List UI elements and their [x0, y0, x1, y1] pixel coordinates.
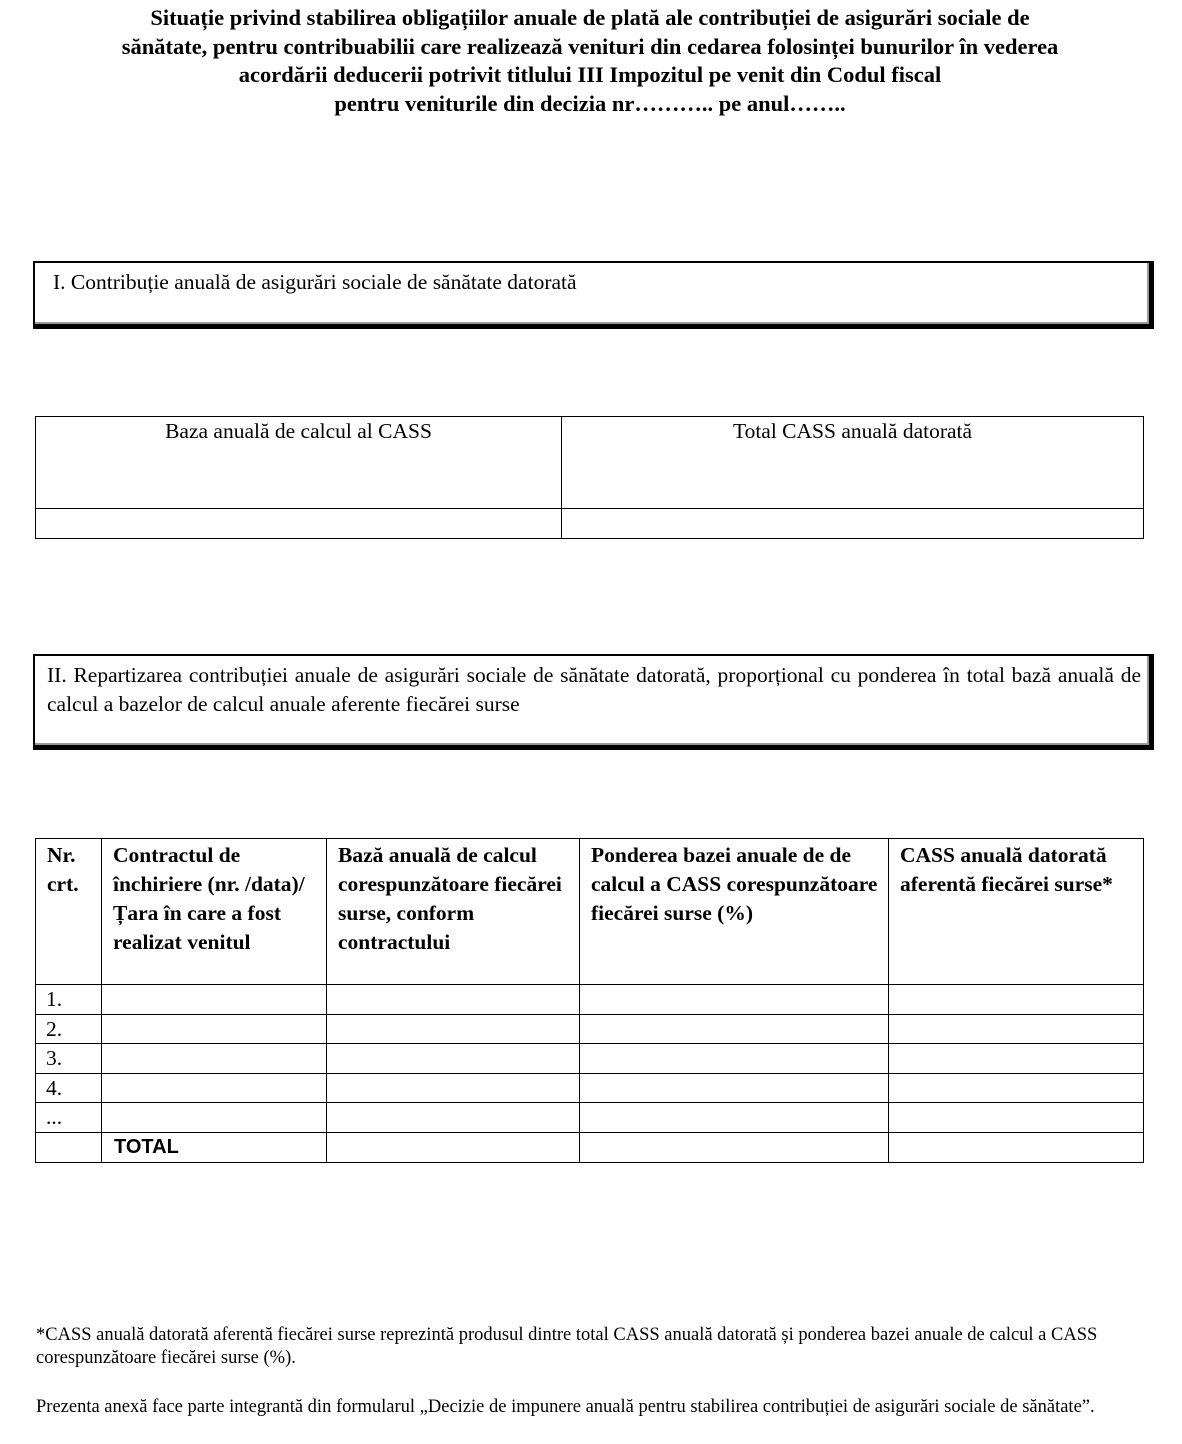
- cell[interactable]: [889, 985, 1144, 1015]
- section-2-heading-box: [33, 654, 1154, 750]
- table-row: [36, 985, 1144, 1015]
- header-cass-sursa: CASS anuală datorată aferentă fiecărei surse*: [889, 839, 1144, 985]
- cell[interactable]: [102, 1103, 327, 1133]
- row-number: 3.: [36, 1044, 102, 1074]
- cell[interactable]: [102, 1073, 327, 1103]
- row-number: 2.: [36, 1014, 102, 1044]
- cell-total-cass-value[interactable]: [562, 509, 1144, 539]
- cell[interactable]: [889, 1073, 1144, 1103]
- cell[interactable]: [327, 985, 580, 1015]
- cell-baza-anuala-value[interactable]: [36, 509, 562, 539]
- cell[interactable]: [102, 985, 327, 1015]
- footnote-annex: Prezenta anexă face parte integrantă din formularul „Decizie de impunere anuală pentru stabilirea contribuției de asigurări sociale de sănătate”.: [36, 1397, 1095, 1417]
- title-line-2: sănătate, pentru contribuabilii care realizează venituri din cedarea folosinței bunurilor în vederea: [121, 33, 1059, 59]
- header-pondere: Ponderea bazei anuale de de calcul a CASS corespunzătoare fiecărei surse (%): [580, 839, 889, 985]
- footnote-cass: *CASS anuală datorată aferentă fiecărei surse reprezintă produsul dintre total CASS anuală datorată și ponderea bazei anuale de calcul a CASS corespunzătoare fiecărei surse (%).: [36, 1325, 1098, 1368]
- cell[interactable]: [580, 1103, 889, 1133]
- cell[interactable]: [580, 1014, 889, 1044]
- document-title: [40, 4, 1140, 118]
- cell: [36, 1132, 102, 1162]
- section-1-heading: I. Contribuție anuală de asigurări sociale de sănătate datorată: [53, 270, 577, 294]
- table-row: [36, 1103, 1144, 1133]
- row-number: 4.: [36, 1073, 102, 1103]
- cell[interactable]: [580, 1132, 889, 1162]
- row-number: 1.: [36, 985, 102, 1015]
- cell[interactable]: [327, 1073, 580, 1103]
- cell[interactable]: [580, 1073, 889, 1103]
- table-row: [36, 1044, 1144, 1074]
- section-1-table: [35, 416, 1144, 539]
- total-label: TOTAL: [102, 1132, 327, 1162]
- total-row: [36, 1132, 1144, 1162]
- cell[interactable]: [327, 1132, 580, 1162]
- table-row: [36, 1014, 1144, 1044]
- cell[interactable]: [102, 1044, 327, 1074]
- header-baza-anuala: Baza anuală de calcul al CASS: [36, 417, 562, 509]
- row-number: ...: [36, 1103, 102, 1133]
- cell[interactable]: [327, 1044, 580, 1074]
- cell[interactable]: [580, 985, 889, 1015]
- section-2-table: [35, 838, 1144, 1163]
- header-contract: Contractul de închiriere (nr. /data)/Țara în care a fost realizat venitul: [102, 839, 327, 985]
- header-total-cass: Total CASS anuală datorată: [562, 417, 1144, 509]
- header-baza-sursa: Bază anuală de calcul corespunzătoare fiecărei surse, conform contractului: [327, 839, 580, 985]
- header-nr-crt: Nr. crt.: [36, 839, 102, 985]
- cell[interactable]: [327, 1103, 580, 1133]
- cell[interactable]: [889, 1132, 1144, 1162]
- cell[interactable]: [889, 1044, 1144, 1074]
- cell[interactable]: [889, 1014, 1144, 1044]
- table-row: [36, 1073, 1144, 1103]
- cell[interactable]: [102, 1014, 327, 1044]
- cell[interactable]: [889, 1103, 1144, 1133]
- title-line-3: acordării deducerii potrivit titlului III Impozitul pe venit din Codul fiscal: [238, 62, 942, 87]
- cell[interactable]: [327, 1014, 580, 1044]
- section-1-heading-box: [33, 261, 1154, 329]
- title-line-1: Situație privind stabilirea obligațiilor anuale de plată ale contribuției de asigurări sociale de: [150, 5, 1030, 30]
- title-line-4: pentru veniturile din decizia nr……….. pe anul……..: [334, 90, 846, 116]
- section-2-heading: II. Repartizarea contribuției anuale de asigurări sociale de sănătate datorată, proporțional cu ponderea în total bază anuală de calcul a bazelor de calcul anuale aferente fiecărei surse: [47, 663, 1141, 716]
- cell[interactable]: [580, 1044, 889, 1074]
